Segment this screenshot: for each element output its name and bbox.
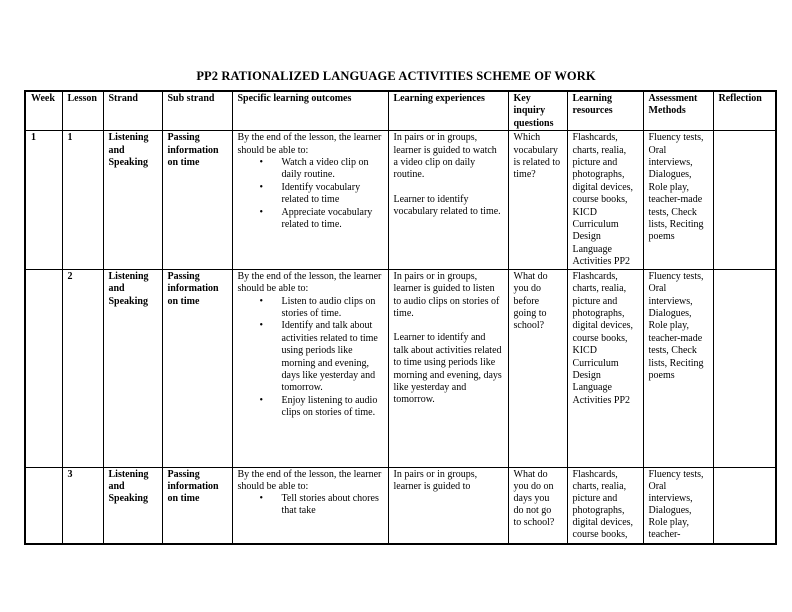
cell-key-inquiry: What do you do before going to school? <box>508 269 567 467</box>
cell-assessment-methods: Fluency tests, Oral interviews, Dialogues, Role play, teacher- <box>643 467 713 544</box>
cell-specific-learning-outcomes <box>232 131 388 269</box>
outcomes-bullet-list <box>238 493 383 517</box>
column-header-week: Week <box>25 91 62 131</box>
cell-key-inquiry: Which vocabulary is related to time? <box>508 131 567 269</box>
cell-week: 1 <box>25 131 62 269</box>
outcome-bullet: • Enjoy listening to audio clips on stories of time. <box>260 395 383 420</box>
cell-key-inquiry: What do you do on days you do not go to school? <box>508 467 567 544</box>
outcome-bullet: • Watch a video clip on daily routine. <box>260 157 383 182</box>
column-header-learning-experiences: Learning experiences <box>388 91 508 131</box>
column-header-specific-learning-outcomes: Specific learning outcomes <box>232 91 388 131</box>
cell-strand: Listening and Speaking <box>103 269 162 467</box>
cell-strand: Listening and Speaking <box>103 131 162 269</box>
cell-learning-resources: Flashcards, charts, realia, picture and photographs, digital devices, course books, <box>567 467 643 544</box>
cell-reflection <box>713 131 776 269</box>
cell-reflection <box>713 269 776 467</box>
cell-learning-resources: Flashcards, charts, realia, picture and photographs, digital devices, course books, KICD Curriculum Design Language Activities PP2 <box>567 131 643 269</box>
cell-sub-strand: Passing information on time <box>162 131 232 269</box>
scheme-of-work-table <box>24 90 777 545</box>
cell-learning-experiences <box>388 467 508 544</box>
cell-strand: Listening and Speaking <box>103 467 162 544</box>
cell-sub-strand: Passing information on time <box>162 467 232 544</box>
cell-specific-learning-outcomes <box>232 269 388 467</box>
column-header-key-inquiry-questions: Key inquiry questions <box>508 91 567 131</box>
cell-week <box>25 269 62 467</box>
cell-assessment-methods: Fluency tests, Oral interviews, Dialogues, Role play, teacher-made tests, Check lists, Reciting poems <box>643 269 713 467</box>
experience-paragraph: In pairs or in groups, learner is guided to listen to audio clips on stories of time. <box>393 270 500 319</box>
cell-week <box>25 467 62 544</box>
experience-paragraph: Learner to identify vocabulary related to time. <box>393 193 501 218</box>
cell-specific-learning-outcomes <box>232 467 388 544</box>
column-header-sub-strand: Sub strand <box>162 91 232 131</box>
column-header-strand: Strand <box>103 91 162 131</box>
column-header-assessment-methods: Assessment Methods <box>643 91 713 131</box>
cell-assessment-methods: Fluency tests, Oral interviews, Dialogues, Role play, teacher-made tests, Check lists, Reciting poems <box>643 131 713 269</box>
cell-lesson: 2 <box>62 269 103 467</box>
experience-paragraph: In pairs or in groups, learner is guided to watch a video clip on daily routine. <box>393 132 497 181</box>
cell-learning-experiences <box>388 131 508 269</box>
outcome-bullet: • Tell stories about chores that take <box>260 493 383 517</box>
cell-learning-resources: Flashcards, charts, realia, picture and photographs, digital devices, course books, KICD Curriculum Design Language Activities PP2 <box>567 269 643 467</box>
cell-lesson: 1 <box>62 131 103 269</box>
outcomes-bullet-list <box>238 157 383 231</box>
outcome-bullet: • Appreciate vocabulary related to time. <box>260 207 383 232</box>
column-header-reflection: Reflection <box>713 91 776 131</box>
header-row <box>25 91 776 131</box>
experience-paragraph: Learner to identify and talk about activities related to time using periods like morning and evening, days like yesterday and tomorrow. <box>393 332 502 406</box>
table-row <box>25 131 776 269</box>
cell-sub-strand: Passing information on time <box>162 269 232 467</box>
cell-reflection <box>713 467 776 544</box>
outcome-bullet: • Identify vocabulary related to time <box>260 182 383 207</box>
outcomes-intro: By the end of the lesson, the learner should be able to: <box>237 132 382 156</box>
table-row <box>25 467 776 544</box>
cell-learning-experiences <box>388 269 508 467</box>
outcomes-intro: By the end of the lesson, the learner should be able to: <box>237 468 382 492</box>
table-row <box>25 269 776 467</box>
outcomes-intro: By the end of the lesson, the learner should be able to: <box>237 270 382 295</box>
outcome-bullet: • Listen to audio clips on stories of time. <box>260 296 383 321</box>
column-header-learning-resources: Learning resources <box>567 91 643 131</box>
outcome-bullet: • Identify and talk about activities related to time using periods like morning and evening, days like yesterday and tomorrow. <box>260 320 383 394</box>
outcomes-bullet-list <box>238 296 383 420</box>
column-header-lesson: Lesson <box>62 91 103 131</box>
cell-lesson: 3 <box>62 467 103 544</box>
experience-paragraph: In pairs or in groups, learner is guided to <box>393 468 478 492</box>
document-title: PP2 RATIONALIZED LANGUAGE ACTIVITIES SCHEME OF WORK <box>196 69 596 83</box>
